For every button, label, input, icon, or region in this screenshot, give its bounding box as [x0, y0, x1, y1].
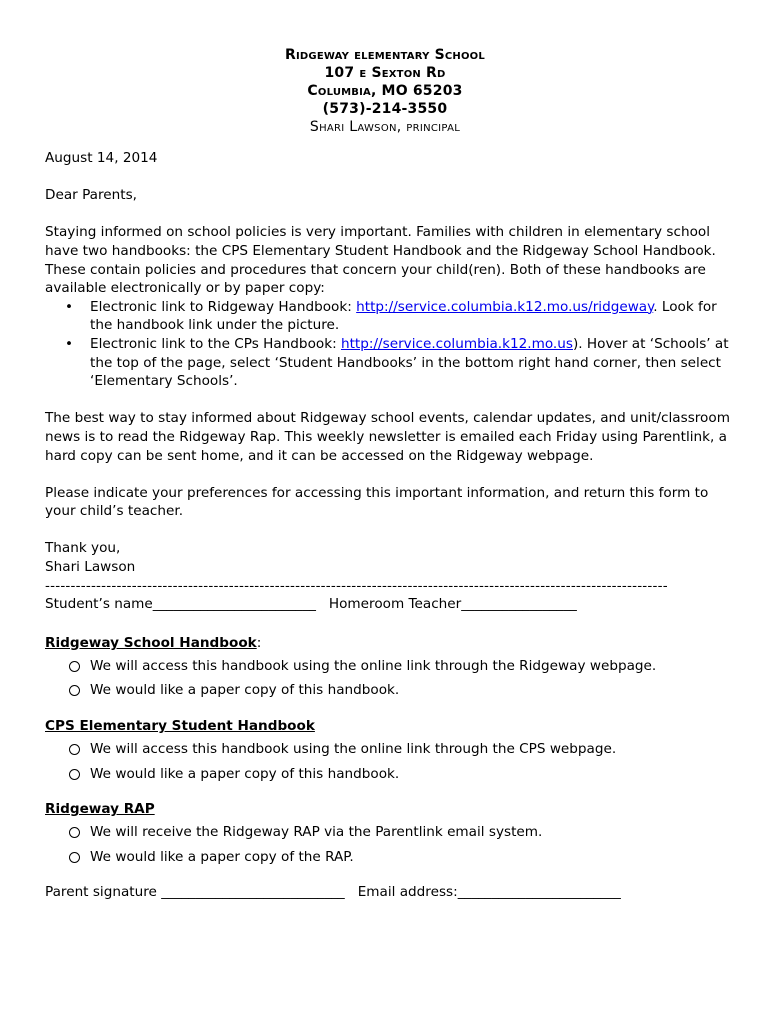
cut-line-divider: -------------------------------------------------------------------------------------------------------------------------- [45, 577, 668, 594]
instructions-paragraph: Please indicate your preferences for accessing this important information, and return this form to your child’s teacher. [45, 484, 709, 520]
list-item[interactable] [45, 737, 735, 762]
letter-date: August 14, 2014 [45, 150, 158, 166]
parent-signature-field[interactable]: ___________________________ [161, 884, 345, 901]
section-ridgeway-rap [45, 798, 735, 869]
salutation: Dear Parents, [45, 187, 137, 204]
list-item[interactable] [45, 654, 735, 679]
school-phone: (573)-214-3550 [322, 101, 448, 117]
school-street: 107 e Sexton Rd [324, 65, 446, 81]
list-item[interactable] [45, 762, 735, 787]
bullet1-suffix: . Look for the handbook link under the picture. [90, 298, 717, 334]
radio-circle-icon[interactable] [69, 769, 80, 780]
signer-name: Shari Lawson [45, 559, 136, 576]
school-name: Ridgeway elementary School [285, 47, 485, 63]
newsletter-paragraph: The best way to stay informed about Ridgeway school events, calendar updates, and unit/classroom news is to read the Ridgeway Rap. This weekly newsletter is emailed each Friday using Parentlink, a hard copy can be sent home, and it can be accessed on the Ridgeway webpage. [45, 410, 730, 464]
bullet-icon: • [65, 298, 74, 315]
email-address-label: Email address: [357, 884, 458, 901]
student-name-field[interactable]: ________________________ [152, 596, 316, 613]
section-cps-handbook [45, 715, 735, 786]
radio-circle-icon[interactable] [69, 661, 80, 672]
list-item[interactable] [45, 845, 735, 870]
radio-circle-icon[interactable] [69, 685, 80, 696]
radio-circle-icon[interactable] [69, 827, 80, 838]
section-title: Ridgeway School Handbook [45, 634, 257, 651]
letterhead [0, 46, 770, 136]
option-label: We would like a paper copy of this handbook. [90, 765, 400, 782]
school-city: Columbia, MO 65203 [307, 83, 463, 99]
option-label: We will access this handbook using the online link through the CPS webpage. [90, 741, 617, 758]
list-item[interactable] [45, 678, 735, 703]
parent-signature-label: Parent signature [45, 884, 162, 901]
email-address-field[interactable]: ________________________ [457, 884, 621, 901]
homeroom-teacher-label: Homeroom Teacher [328, 596, 462, 613]
section-ridgeway-handbook [45, 632, 735, 703]
bullet-icon: • [65, 335, 74, 352]
section-title: CPS Elementary Student Handbook [45, 718, 315, 735]
handbook-links-list [45, 298, 735, 391]
principal-name: Shari Lawson, principal [309, 119, 461, 135]
bullet1-prefix: Electronic link to Ridgeway Handbook: [90, 298, 357, 315]
signature-row [45, 883, 735, 902]
option-label: We would like a paper copy of the RAP. [90, 848, 354, 865]
list-item [45, 335, 735, 391]
radio-circle-icon[interactable] [69, 744, 80, 755]
student-name-label: Student’s name [45, 596, 153, 613]
letter-body [45, 149, 735, 902]
bullet2-prefix: Electronic link to the CPs Handbook: [90, 335, 341, 352]
option-label: We will access this handbook using the online link through the Ridgeway webpage. [90, 657, 657, 674]
homeroom-teacher-field[interactable]: _________________ [461, 596, 577, 613]
option-label: We will receive the Ridgeway RAP via the Parentlink email system. [90, 824, 543, 841]
cps-handbook-link[interactable]: http://service.columbia.k12.mo.us [340, 335, 573, 352]
list-item[interactable] [45, 820, 735, 845]
bullet2-suffix: ). Hover at ‘Schools’ at the top of the page, select ‘Student Handbooks’ in the bottom right hand corner, then select ‘Elementary Schools’. [90, 335, 729, 390]
student-info-row [45, 595, 735, 614]
radio-circle-icon[interactable] [69, 852, 80, 863]
section-title: Ridgeway RAP [45, 801, 155, 818]
closing: Thank you, [45, 540, 121, 557]
section-title-suffix: : [256, 634, 262, 651]
list-item [45, 298, 735, 335]
ridgeway-handbook-link[interactable]: http://service.columbia.k12.mo.us/ridgeway [356, 298, 654, 315]
intro-paragraph: Staying informed on school policies is very important. Families with children in elementary school have two handbooks: the CPS Elementary Student Handbook and the Ridgeway School Handbook. These contain policies and procedures that concern your child(ren). Both of these handbooks are available electronically or by paper copy: [45, 224, 716, 297]
option-label: We would like a paper copy of this handbook. [90, 682, 400, 699]
